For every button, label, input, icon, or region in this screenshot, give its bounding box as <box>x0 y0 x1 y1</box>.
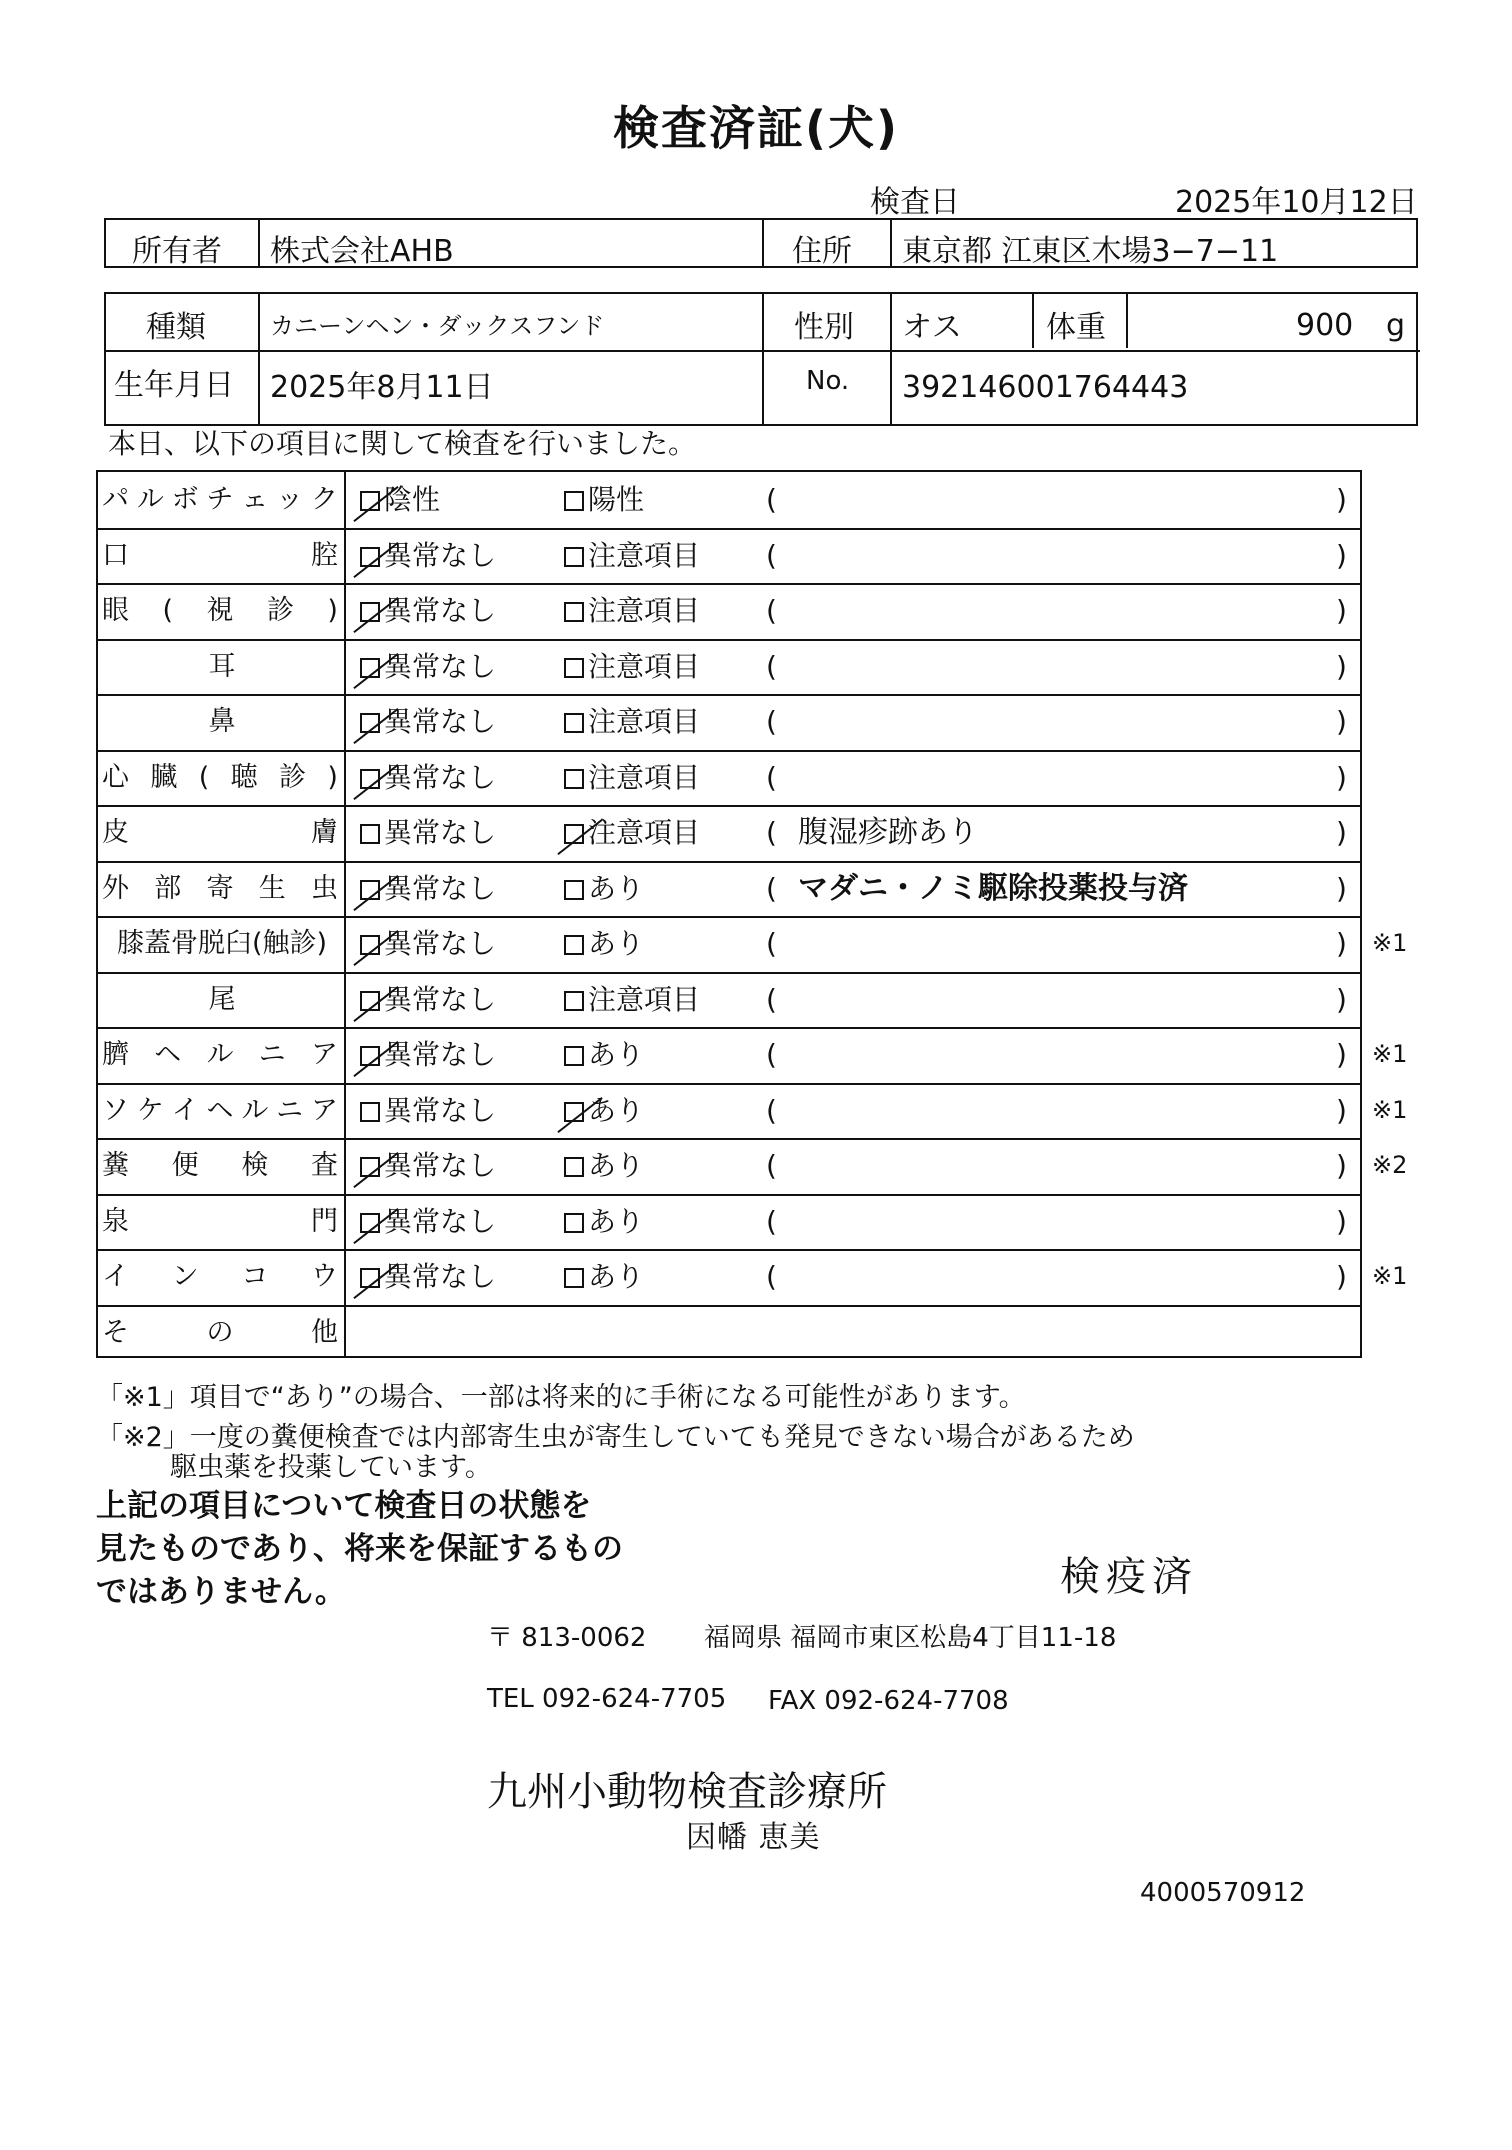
checklist-option: 異常なし <box>360 528 496 583</box>
close-paren: ) <box>1336 1093 1347 1127</box>
disclaimer <box>96 1485 696 1614</box>
checklist-item-label: 膝蓋骨脱臼(触診) <box>116 928 328 959</box>
close-paren: ) <box>1336 649 1347 683</box>
checkbox-icon <box>360 602 380 622</box>
open-paren: ( <box>766 705 777 738</box>
checklist-item-label: イ ン コ ウ <box>102 1261 338 1292</box>
open-paren: ( <box>766 871 777 905</box>
animal-box <box>104 292 1418 426</box>
checklist-option: 注意項目 <box>564 639 700 694</box>
dob-label: 生年月日 <box>114 368 234 403</box>
close-paren: ) <box>1336 483 1347 516</box>
checklist-option: 異常なし <box>360 694 496 749</box>
checklist-row <box>98 1027 1408 1082</box>
checkbox-icon <box>564 935 584 955</box>
exam-date-value: 2025年10月12日 <box>1175 185 1418 220</box>
exam-date-label: 検査日 <box>870 185 960 220</box>
weight-unit: g <box>1386 308 1406 343</box>
checkbox-icon <box>360 1102 380 1122</box>
checklist-row <box>98 528 1360 583</box>
checkbox-icon <box>564 1157 584 1177</box>
checklist-option: 異常なし <box>360 861 496 916</box>
checklist-row <box>98 805 1360 860</box>
checkbox-icon <box>360 1046 380 1066</box>
open-paren: ( <box>766 538 777 572</box>
clinic-person: 因幡 恵美 <box>686 1820 821 1855</box>
checklist-option: 異常なし <box>360 1083 496 1138</box>
breed-label: 種類 <box>146 310 206 345</box>
weight-value: 900 <box>1296 308 1354 343</box>
checklist-option: 異常なし <box>360 972 496 1027</box>
checkbox-icon <box>360 491 380 511</box>
checkbox-icon <box>564 1268 584 1288</box>
checklist-option: 異常なし <box>360 750 496 805</box>
address-value: 東京都 江東区木場3−7−11 <box>902 234 1279 269</box>
checklist-item-label: 眼 ( 視 診 ) <box>102 595 338 626</box>
close-paren: ) <box>1336 1038 1347 1071</box>
checklist-option: あり <box>564 1027 644 1082</box>
close-paren: ) <box>1336 982 1347 1016</box>
close-paren: ) <box>1336 538 1347 572</box>
checkbox-icon <box>360 1268 380 1288</box>
checklist-item-label: 糞 便 検 査 <box>102 1150 338 1181</box>
checklist-option: 異常なし <box>360 1138 496 1193</box>
document-title: 検査済証(犬) <box>612 101 900 155</box>
open-paren: ( <box>766 1260 777 1293</box>
checklist-option: あり <box>564 1249 644 1304</box>
checklist-row <box>98 861 1360 916</box>
sex-value: オス <box>902 310 962 345</box>
checklist-option: 異常なし <box>360 639 496 694</box>
checklist-option: 注意項目 <box>564 528 700 583</box>
open-paren: ( <box>766 649 777 683</box>
checklist-option: 陰性 <box>360 472 440 527</box>
no-label: No. <box>806 366 850 396</box>
sex-label: 性別 <box>794 310 854 345</box>
checklist-item-label: 外 部 寄 生 虫 <box>102 872 338 904</box>
disclaimer-line-3: ではありません。 <box>96 1574 346 1610</box>
checkbox-icon <box>564 991 584 1011</box>
disclaimer-line-2: 見たものであり、将来を保証するもの <box>96 1531 623 1567</box>
checklist-footnote-mark: ※1 <box>1372 1262 1408 1290</box>
checklist-footnote-mark: ※2 <box>1372 1151 1408 1179</box>
checklist-option: あり <box>564 1083 644 1138</box>
open-paren: ( <box>766 1204 777 1238</box>
checkbox-icon <box>564 547 584 567</box>
open-paren: ( <box>766 483 777 516</box>
checklist-item-label: 泉 門 <box>102 1205 338 1237</box>
close-paren: ) <box>1336 1204 1347 1238</box>
checklist-row <box>98 472 1360 527</box>
checklist-row <box>98 916 1408 971</box>
breed-value: カニーンヘン・ダックスフンド <box>270 312 605 340</box>
footnote-2-cont: 駆虫薬を投薬しています。 <box>170 1452 492 1483</box>
checklist-row <box>98 1249 1408 1304</box>
owner-value: 株式会社AHB <box>270 234 454 269</box>
checklist-option: 注意項目 <box>564 694 700 749</box>
checkbox-icon <box>564 769 584 789</box>
checkbox-icon <box>564 602 584 622</box>
open-paren: ( <box>766 927 777 960</box>
owner-label: 所有者 <box>132 234 222 269</box>
address-label: 住所 <box>792 234 852 269</box>
checkbox-icon <box>360 824 380 844</box>
checklist-item-label: 口 腔 <box>102 539 338 571</box>
owner-box <box>104 218 1418 268</box>
no-value: 392146001764443 <box>902 370 1189 405</box>
checklist-note: マダニ・ノミ駆除投薬投与済 <box>798 870 1188 906</box>
checklist-option: 注意項目 <box>564 805 700 860</box>
clinic-name: 九州小動物検査診療所 <box>487 1769 887 1815</box>
close-paren: ) <box>1336 1260 1347 1293</box>
checklist-row <box>98 1138 1408 1193</box>
checkbox-icon <box>564 824 584 844</box>
other-label: そ の 他 <box>102 1316 338 1348</box>
checkbox-icon <box>360 658 380 678</box>
checklist-row <box>98 694 1360 749</box>
checklist-item-label: 心 臓 ( 聴 診 ) <box>102 761 338 793</box>
checklist-note: 腹湿疹跡あり <box>798 815 978 850</box>
checkbox-icon <box>564 1213 584 1233</box>
checklist-option: 異常なし <box>360 1249 496 1304</box>
checkbox-icon <box>360 713 380 733</box>
checklist-item-label: 尾 <box>208 983 236 1015</box>
checklist-item-label: 耳 <box>208 650 236 682</box>
checklist-item-label: 臍 ヘ ル ニ ア <box>102 1039 338 1070</box>
footnote-2: 「※2」一度の糞便検査では内部寄生虫が寄生していても発見できない場合があるため <box>96 1422 1135 1453</box>
open-paren: ( <box>766 594 777 627</box>
open-paren: ( <box>766 1093 777 1127</box>
dob-value: 2025年8月11日 <box>270 370 494 405</box>
close-paren: ) <box>1336 705 1347 738</box>
checklist-option: 異常なし <box>360 583 496 638</box>
checklist-footnote-mark: ※1 <box>1372 1095 1408 1124</box>
open-paren: ( <box>766 816 777 849</box>
open-paren: ( <box>766 1038 777 1071</box>
checklist-option: 注意項目 <box>564 750 700 805</box>
checklist-option: あり <box>564 1138 644 1193</box>
checklist-option: あり <box>564 916 644 971</box>
clinic-tel: TEL 092-624-7705 <box>487 1684 727 1714</box>
checklist-item-label: 鼻 <box>208 706 236 737</box>
checklist-row <box>98 750 1360 805</box>
checkbox-icon <box>564 1102 584 1122</box>
checkbox-icon <box>360 991 380 1011</box>
close-paren: ) <box>1336 927 1347 960</box>
open-paren: ( <box>766 1149 777 1182</box>
checklist-option: あり <box>564 1194 644 1249</box>
checklist-item-label: パ ル ボ チ ェ ッ ク <box>102 484 338 515</box>
checkbox-icon <box>360 1157 380 1177</box>
weight-label: 体重 <box>1046 310 1106 345</box>
checklist-row <box>98 1194 1360 1249</box>
checkbox-icon <box>564 1046 584 1066</box>
document-number: 4000570912 <box>1140 1878 1306 1908</box>
open-paren: ( <box>766 760 777 794</box>
checklist-row <box>98 1083 1408 1138</box>
checklist-option: 異常なし <box>360 1194 496 1249</box>
checkbox-icon <box>360 547 380 567</box>
quarantine-stamp: 検疫済 <box>1060 1554 1198 1600</box>
checklist-row <box>98 583 1360 638</box>
checkbox-icon <box>360 769 380 789</box>
close-paren: ) <box>1336 594 1347 627</box>
checklist-item-label: 皮 膚 <box>102 817 338 848</box>
checklist-option: 異常なし <box>360 916 496 971</box>
checklist-option: 陽性 <box>564 472 644 527</box>
close-paren: ) <box>1336 816 1347 849</box>
checkbox-icon <box>360 1213 380 1233</box>
checkbox-icon <box>564 880 584 900</box>
checkbox-icon <box>564 713 584 733</box>
disclaimer-line-1: 上記の項目について検査日の状態を <box>96 1488 592 1524</box>
checklist-option: 注意項目 <box>564 583 700 638</box>
checklist-option: 異常なし <box>360 805 496 860</box>
checklist-option: 注意項目 <box>564 972 700 1027</box>
checklist-row-other <box>98 1305 1360 1360</box>
intro-text: 本日、以下の項目に関して検査を行いました。 <box>108 427 697 460</box>
checklist-option: 異常なし <box>360 1027 496 1082</box>
checklist-row <box>98 972 1360 1027</box>
inspection-table <box>96 470 1408 1358</box>
checkbox-icon <box>360 935 380 955</box>
open-paren: ( <box>766 982 777 1016</box>
clinic-fax: FAX 092-624-7708 <box>768 1686 1009 1716</box>
checklist-footnote-mark: ※1 <box>1372 1040 1408 1068</box>
footnote-1: 「※1」項目で“あり”の場合、一部は将来的に手術になる可能性があります。 <box>96 1382 1026 1413</box>
checkbox-icon <box>360 880 380 900</box>
close-paren: ) <box>1336 760 1347 794</box>
close-paren: ) <box>1336 871 1347 905</box>
checklist-item-label: ソ ケ イ ヘ ル ニ ア <box>102 1094 338 1126</box>
checkbox-icon <box>564 491 584 511</box>
checklist-option: あり <box>564 861 644 916</box>
checklist-footnote-mark: ※1 <box>1372 929 1408 957</box>
checklist-row <box>98 639 1360 694</box>
checkbox-icon <box>564 658 584 678</box>
clinic-address: 福岡県 福岡市東区松島4丁目11-18 <box>704 1623 1117 1653</box>
close-paren: ) <box>1336 1149 1347 1182</box>
clinic-postal: 〒 813-0062 <box>487 1623 647 1653</box>
